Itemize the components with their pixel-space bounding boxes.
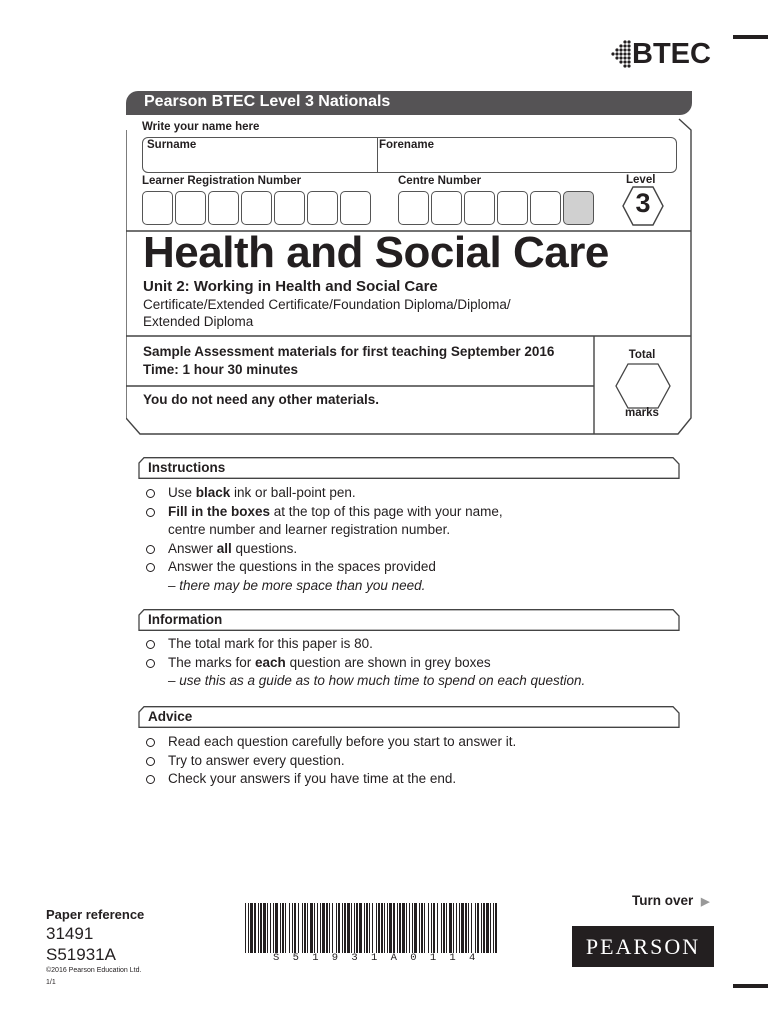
barcode-bar	[332, 903, 333, 953]
barcode-bar	[387, 903, 388, 953]
barcode-bar	[471, 903, 472, 953]
barcode-bar	[254, 903, 256, 953]
barcode-bar	[402, 903, 405, 953]
barcode-bar	[493, 903, 494, 953]
barcode-bar	[399, 903, 401, 953]
barcode-bar	[292, 903, 293, 953]
qualifications-line-2: Extended Diploma	[143, 314, 254, 329]
advice-list	[146, 733, 516, 789]
centre-digit-box[interactable]	[464, 191, 495, 225]
list-item: The marks for each question are shown in grey boxes – use this as a guide as to how much time to spend on each question.	[146, 654, 585, 691]
barcode-bar	[437, 903, 438, 953]
barcode-bar	[406, 903, 407, 953]
barcode-bar	[431, 903, 432, 953]
barcode-bar	[273, 903, 274, 953]
barcode-bar	[275, 903, 278, 953]
bullet-circle-icon	[146, 640, 155, 649]
level-value: 3	[635, 188, 651, 218]
barcode-bar	[338, 903, 340, 953]
level-label: Level	[626, 174, 656, 186]
pearson-wordmark: PEARSON	[585, 934, 701, 959]
centre-digit-box[interactable]	[431, 191, 462, 225]
barcode-bar	[475, 903, 476, 953]
lrn-digit-box[interactable]	[307, 191, 338, 225]
list-item: Use black ink or ball-point pen.	[146, 484, 503, 503]
barcode-bar	[384, 903, 385, 953]
paper-reference-label: Paper reference	[46, 907, 145, 922]
barcode-bar	[320, 903, 321, 953]
lrn-digit-box[interactable]	[340, 191, 371, 225]
btec-wordmark: BTEC	[632, 38, 711, 70]
barcode-bar	[486, 903, 489, 953]
total-marks-hexagon[interactable]	[615, 363, 671, 409]
barcode-bar	[329, 903, 330, 953]
barcode-bar	[381, 903, 383, 953]
series-header-bar	[126, 91, 692, 115]
barcode-bar	[495, 903, 497, 953]
list-item: Read each question carefully before you start to answer it.	[146, 733, 516, 752]
barcode-bar	[421, 903, 423, 953]
barcode-bar	[263, 903, 266, 953]
barcode-bar	[364, 903, 365, 953]
barcode-bar	[351, 903, 352, 953]
barcode-text: S 5 1 9 3 1 A 0 1 1 4	[273, 952, 479, 964]
barcode-bar	[378, 903, 380, 953]
btec-dots-icon	[610, 38, 632, 68]
centre-digit-box[interactable]	[497, 191, 528, 225]
barcode-bar	[302, 903, 303, 953]
barcode-bar	[298, 903, 299, 953]
barcode-bar	[441, 903, 442, 953]
barcode-bar	[424, 903, 425, 953]
barcode-bar	[412, 903, 413, 953]
barcode-bar	[376, 903, 377, 953]
barcode-bar	[446, 903, 447, 953]
barcode-bar	[443, 903, 445, 953]
bullet-circle-icon	[146, 489, 155, 498]
lrn-digit-box[interactable]	[142, 191, 173, 225]
barcode-bar	[433, 903, 435, 953]
list-item: Check your answers if you have time at the end.	[146, 770, 516, 789]
barcode-bar	[285, 903, 286, 953]
barcode-bar	[356, 903, 358, 953]
advice-title: Advice	[148, 709, 193, 724]
paper-reference-code: S51931A	[46, 945, 116, 964]
centre-number-label: Centre Number	[398, 175, 482, 187]
lrn-digit-box[interactable]	[274, 191, 305, 225]
copyright-notice: ©2016 Pearson Education Ltd.	[46, 967, 142, 974]
barcode-bar	[270, 903, 271, 953]
lrn-digit-box[interactable]	[241, 191, 272, 225]
forename-field[interactable]	[377, 137, 677, 173]
barcode-bar	[483, 903, 485, 953]
barcode-bar	[347, 903, 350, 953]
barcode-bar	[354, 903, 355, 953]
barcode-bar	[250, 903, 253, 953]
surname-field[interactable]	[142, 137, 378, 173]
list-item: Answer the questions in the spaces provided – there may be more space than you need.	[146, 558, 503, 595]
barcode	[243, 903, 501, 967]
barcode-bar	[336, 903, 337, 953]
barcode-bar	[490, 903, 491, 953]
arrow-right-icon: ▶	[701, 896, 710, 908]
barcode-bar	[393, 903, 395, 953]
series-title: Pearson BTEC Level 3 Nationals	[144, 93, 391, 110]
pearson-logo	[572, 926, 714, 967]
instructions-list	[146, 484, 503, 595]
bullet-circle-icon	[146, 757, 155, 766]
barcode-bar	[322, 903, 325, 953]
surname-label: Surname	[147, 139, 197, 151]
btec-logo	[610, 38, 720, 70]
barcode-bar	[359, 903, 362, 953]
barcode-bar	[304, 903, 306, 953]
barcode-bar	[428, 903, 429, 953]
bullet-circle-icon	[146, 775, 155, 784]
list-item: Fill in the boxes at the top of this page with your name, centre number and learner registration number.	[146, 503, 503, 540]
barcode-bar	[260, 903, 262, 953]
barcode-bar	[409, 903, 410, 953]
barcode-bar	[453, 903, 454, 953]
barcode-bar	[468, 903, 469, 953]
lrn-digit-box[interactable]	[175, 191, 206, 225]
lrn-digit-box[interactable]	[208, 191, 239, 225]
bullet-circle-icon	[146, 738, 155, 747]
barcode-bar	[248, 903, 249, 953]
barcode-bar	[369, 903, 370, 953]
forename-label: Forename	[379, 139, 434, 151]
barcode-bar	[282, 903, 284, 953]
barcode-bar	[366, 903, 368, 953]
bullet-circle-icon	[146, 563, 155, 572]
barcode-bar	[294, 903, 296, 953]
barcode-bar	[397, 903, 398, 953]
instructions-title: Instructions	[148, 460, 226, 475]
barcode-bar	[419, 903, 420, 953]
barcode-bar	[326, 903, 328, 953]
information-title: Information	[148, 612, 223, 627]
list-item: Try to answer every question.	[146, 752, 516, 771]
barcode-bar	[461, 903, 464, 953]
write-name-label: Write your name here	[142, 121, 260, 133]
bullet-circle-icon	[146, 508, 155, 517]
barcode-bar	[372, 903, 373, 953]
barcode-bar	[310, 903, 313, 953]
advice-header	[138, 706, 680, 728]
barcode-bar	[459, 903, 460, 953]
barcode-bar	[245, 903, 246, 953]
barcode-bar	[280, 903, 281, 953]
barcode-bar	[267, 903, 268, 953]
barcode-bar	[314, 903, 315, 953]
crop-mark-bottom	[733, 984, 768, 988]
information-list	[146, 635, 585, 691]
lrn-label: Learner Registration Number	[142, 175, 302, 187]
qualifications-line-1: Certificate/Extended Certificate/Foundation Diploma/Diploma/	[143, 297, 511, 312]
page-code: 1/1	[46, 979, 56, 986]
total-label: Total	[628, 349, 656, 361]
bullet-circle-icon	[146, 659, 155, 668]
centre-digit-box[interactable]	[398, 191, 429, 225]
barcode-bar	[307, 903, 308, 953]
unit-title: Unit 2: Working in Health and Social Care	[143, 278, 438, 295]
paper-reference-number: 31491	[46, 924, 94, 943]
barcode-bar	[449, 903, 452, 953]
centre-digit-box[interactable]	[530, 191, 561, 225]
subject-title: Health and Social Care	[143, 228, 609, 277]
instructions-header	[138, 457, 680, 479]
sample-assessment-line: Sample Assessment materials for first teaching September 2016	[143, 344, 555, 359]
barcode-bar	[465, 903, 467, 953]
list-item: The total mark for this paper is 80.	[146, 635, 585, 654]
barcode-bars	[243, 903, 501, 953]
barcode-bar	[344, 903, 346, 953]
information-header	[138, 609, 680, 631]
barcode-bar	[477, 903, 479, 953]
barcode-bar	[258, 903, 259, 953]
bullet-circle-icon	[146, 545, 155, 554]
time-allowed: Time: 1 hour 30 minutes	[143, 362, 299, 377]
list-item: Answer all questions.	[146, 540, 503, 559]
barcode-bar	[481, 903, 482, 953]
barcode-bar	[456, 903, 457, 953]
barcode-bar	[414, 903, 417, 953]
turn-over-label: Turn over ▶	[632, 893, 710, 908]
barcode-bar	[317, 903, 318, 953]
centre-digit-box-shaded	[563, 191, 594, 225]
barcode-bar	[389, 903, 392, 953]
materials-note: You do not need any other materials.	[143, 392, 380, 407]
marks-label: marks	[625, 407, 659, 419]
barcode-bar	[342, 903, 343, 953]
barcode-bar	[289, 903, 290, 953]
crop-mark-top	[733, 35, 768, 39]
